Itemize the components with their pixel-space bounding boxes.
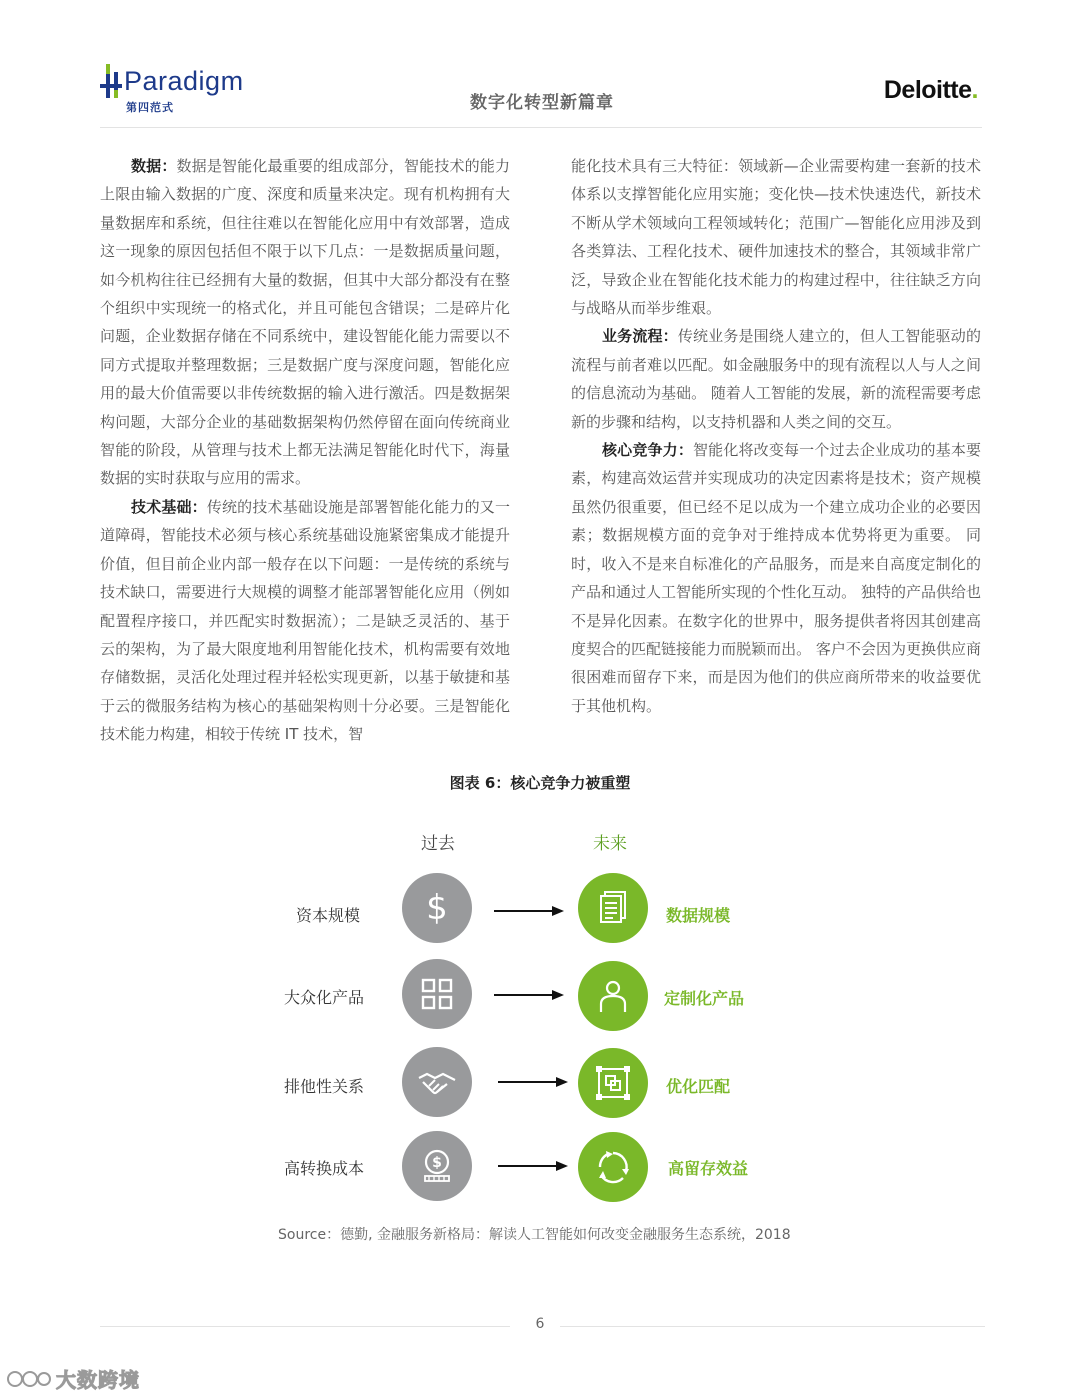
paragraph-data — [100, 152, 510, 493]
past-label-high-switching-cost: 高转换成本 — [283, 1159, 364, 1178]
page-header — [100, 58, 982, 128]
paragraph-tech-foundation — [100, 493, 510, 749]
svg-text:$: $ — [426, 888, 448, 928]
documents-icon — [591, 886, 635, 930]
paragraph-text: 传统业务是围绕人建立的，但人工智能驱动的流程与前者难以匹配。如金融服务中的现有流程以人与人之间的信息流动为基础。 随着人工智能的发展，新的流程需要考虑新的步骤和结构，以支持机器和人类之间的交互。 — [571, 327, 981, 431]
paragraph-label: 技术基础： — [131, 497, 207, 516]
document-title: 数字化转型新篇章 — [470, 93, 614, 113]
figure-source: Source：德勤, 金融服务新格局：解读人工智能如何改变金融服务生态系统，2018 — [278, 1227, 791, 1243]
person-icon — [591, 974, 635, 1018]
dollar-icon — [415, 886, 459, 930]
handshake-icon — [415, 1060, 459, 1104]
deloitte-logo-dot: . — [971, 76, 978, 104]
past-label-capital-scale: 资本规模 — [295, 906, 360, 925]
transition-arrow — [498, 1076, 568, 1088]
deloitte-logo-text: Deloitte — [883, 76, 972, 104]
paradigm-logo — [100, 62, 250, 112]
future-label-customized-product: 定制化产品 — [664, 989, 745, 1008]
paragraph-label: 核心竞争力： — [602, 441, 693, 460]
text-column-left — [100, 152, 510, 749]
past-circle — [402, 959, 472, 1029]
watermark-text: 大数跨境 — [56, 1368, 140, 1392]
footer-divider-left — [100, 1326, 510, 1327]
paragraph-label: 业务流程： — [602, 327, 678, 346]
coin-cost-icon — [415, 1144, 459, 1188]
paragraph-text: 传统的技术基础设施是部署智能化能力的又一道障碍，智能技术必须与核心系统基础设施紧密集成才能提升价值，但目前企业内部一般存在以下问题：一是传统的系统与技术缺口，需要进行大规模的调整才能部署智能化应用（例如配置程序接口，并匹配实时数据流）；二是缺乏灵活的、基于云的架构，为了最大限度地利用智能化技术，机构需要有效地存储数据，灵活化处理过程并轻松实现更新，以基于敏捷和基于云的微服务结构为核心的基础架构则十分必要。三是智能化技术能力构建，相较于传统 IT 技术，智 — [100, 497, 510, 744]
paradigm-logo-subtitle: 第四范式 — [126, 101, 174, 114]
paragraph-continued: 能化技术具有三大特征：领域新—企业需要构建一套新的技术体系以支撑智能化应用实施；变化快—技术快速迭代，新技术不断从学术领域向工程领域转化；范围广—智能化应用涉及到各类算法、工程化技术、硬件加速技术的整合，其领域非常广泛，导致企业在智能化技术能力的构建过程中，往往缺乏方向与战略从而举步维艰。 — [571, 157, 981, 318]
future-circle — [578, 1048, 648, 1118]
future-circle — [578, 961, 648, 1031]
watermark — [6, 1364, 140, 1393]
footer-divider-right — [560, 1326, 985, 1327]
paragraph-label: 数据： — [131, 157, 177, 175]
watermark-logo-icon — [6, 1366, 52, 1392]
transition-arrow — [494, 905, 564, 917]
future-label-optimized-match: 优化匹配 — [666, 1077, 731, 1096]
paradigm-logo-text: Paradigm — [124, 66, 244, 96]
past-label-mass-product: 大众化产品 — [283, 988, 364, 1007]
match-frame-icon — [591, 1061, 635, 1105]
past-column-header: 过去 — [421, 834, 455, 854]
svg-text:$: $ — [432, 1155, 442, 1171]
paragraph-text: 数据是智能化最重要的组成部分，智能技术的能力上限由输入数据的广度、深度和质量来决定。现有机构拥有大量数据库和系统，但往往难以在智能化应用中有效部署，造成这一现象的原因包括但不限于以下几点：一是数据质量问题，如今机构往往已经拥有大量的数据，但其中大部分都没有在整个组织中实现统一的格式化，并且可能包含错误；二是碎片化问题，企业数据存储在不同系统中，建设智能化能力需要以不同方式提取并整理数据；三是数据广度与深度问题，智能化应用的最大价值需要以非传统数据的输入进行激活。四是数据架构问题，大部分企业的基础数据架构仍然停留在面向传统商业智能的阶段，从管理与技术上都无法满足智能化时代下，海量数据的实时获取与应用的需求。 — [100, 157, 510, 488]
past-circle — [402, 1131, 472, 1201]
page-number: 6 — [535, 1316, 545, 1332]
paragraph-business-process — [571, 322, 981, 436]
future-column-header: 未来 — [593, 834, 627, 854]
future-label-data-scale: 数据规模 — [666, 906, 731, 925]
past-circle — [402, 1047, 472, 1117]
past-circle — [402, 873, 472, 943]
transition-arrow — [498, 1160, 568, 1172]
cycle-arrows-icon — [591, 1145, 635, 1189]
text-column-right — [571, 152, 981, 720]
grid-icon — [415, 972, 459, 1016]
transition-arrow — [494, 989, 564, 1001]
deloitte-logo — [884, 76, 978, 105]
paragraph-text: 智能化将改变每一个过去企业成功的基本要素，构建高效运营并实现成功的决定因素将是技术；资产规模虽然仍很重要，但已经不足以成为一个建立成功企业的必要因素；数据规模方面的竞争对于维持成本优势将更为重要。 同时，收入不是来自标准化的产品服务，而是来自高度定制化的产品和通过人工智能所实现的个性化互动。 独特的产品供给也不是异化因素。在数字化的世界中，服务提供者将因其创建高度契合的匹配链接能力而脱颖而出。 客户不会因为更换供应商很困难而留存下来，而是因为他们的供应商所带来的收益要优于其他机构。 — [571, 441, 981, 715]
past-label-exclusive-relationship: 排他性关系 — [283, 1077, 364, 1096]
paragraph-core-competency — [571, 436, 981, 720]
future-label-high-retention-benefit: 高留存效益 — [668, 1159, 749, 1178]
figure-title: 图表 6：核心竞争力被重塑 — [449, 774, 631, 792]
future-circle — [578, 1132, 648, 1202]
future-circle — [578, 873, 648, 943]
